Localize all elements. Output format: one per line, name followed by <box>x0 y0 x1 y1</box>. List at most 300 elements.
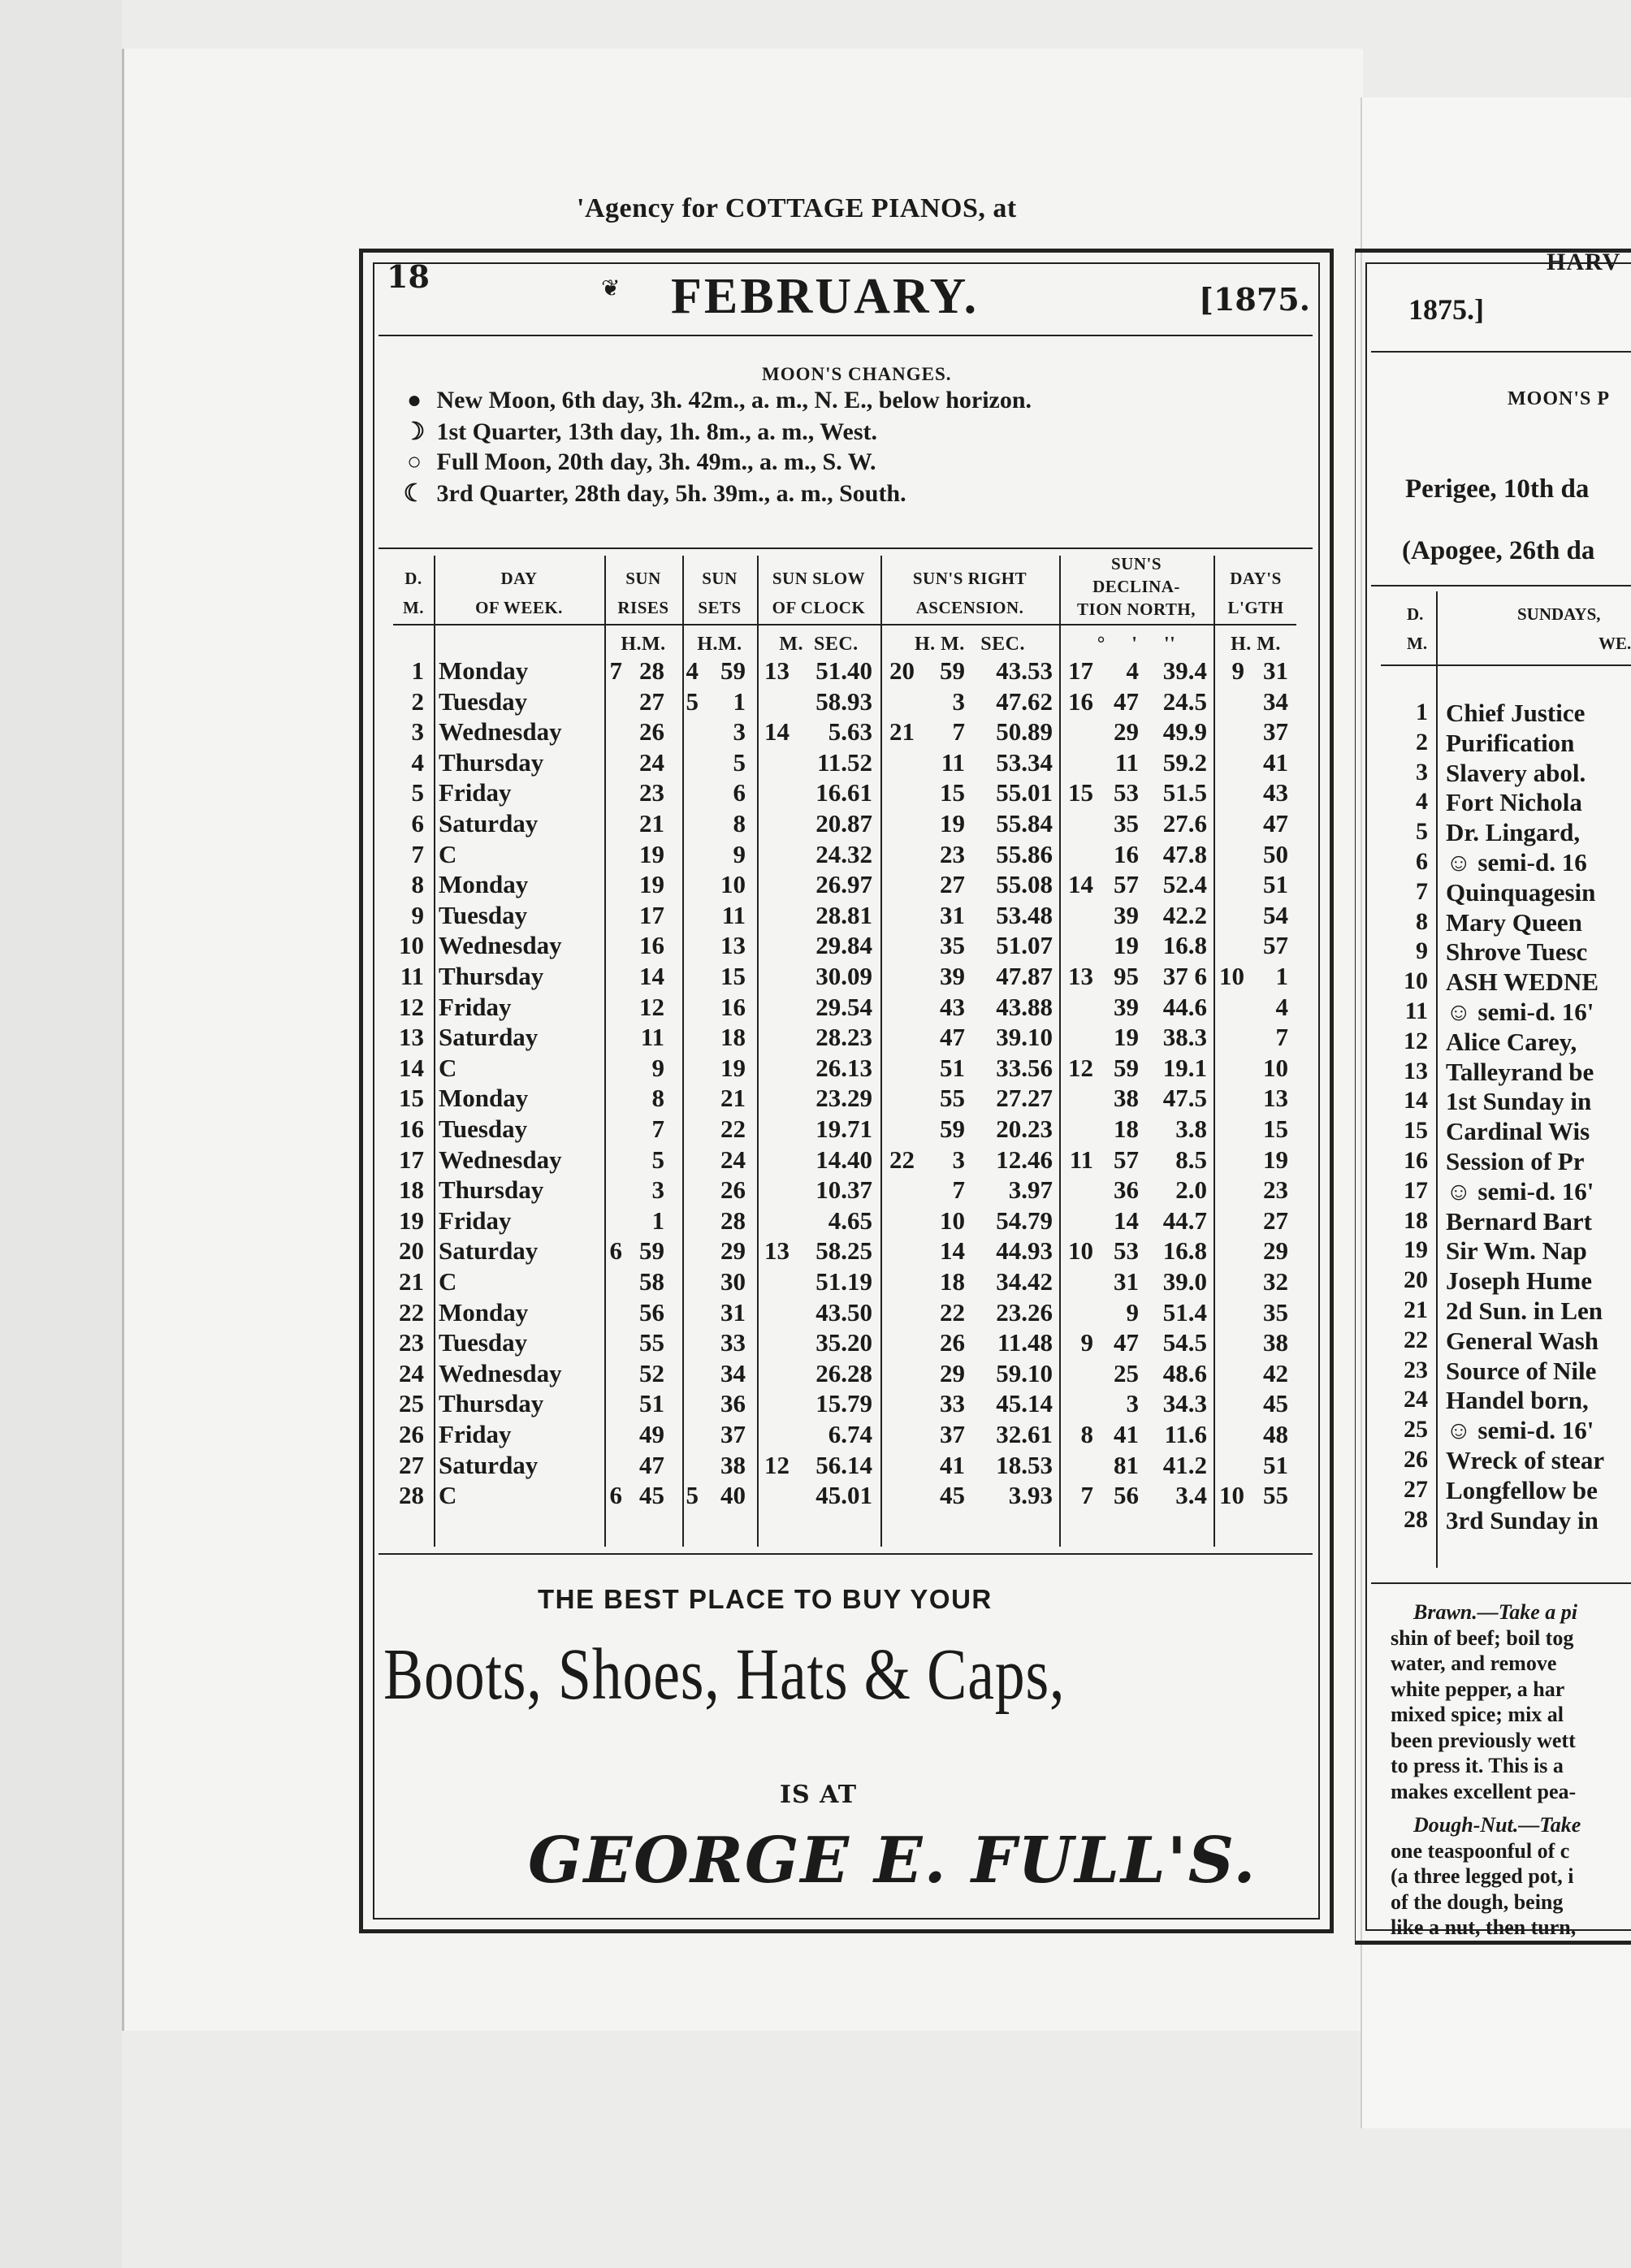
day-length-minute: 38 <box>1263 1328 1288 1357</box>
right-day-of-month: 1 <box>1416 699 1428 725</box>
table-top-rule <box>379 548 1313 549</box>
right-table-top-rule <box>1371 585 1631 586</box>
day-length-hour: 9 <box>1231 656 1244 685</box>
right-event-text: Talleyrand be <box>1446 1057 1594 1086</box>
right-day-of-month: 9 <box>1416 937 1428 965</box>
table-bottom-rule <box>379 1553 1313 1555</box>
sun-slow-seconds: 45.01 <box>816 1481 872 1510</box>
sun-sets-minute: 31 <box>720 1297 746 1327</box>
declination-minutes: 39 <box>1114 900 1139 929</box>
day-length-minute: 51 <box>1263 870 1288 899</box>
right-day-of-month: 14 <box>1404 1087 1428 1115</box>
right-ascension-minute: 27 <box>940 870 965 899</box>
sun-slow-seconds: 56.14 <box>816 1450 872 1479</box>
declination-minutes: 31 <box>1114 1267 1139 1296</box>
right-perigee: Perigee, 10th da <box>1405 474 1590 504</box>
sun-sets-minute: 5 <box>733 747 746 777</box>
day-length-minute: 43 <box>1263 778 1288 807</box>
day-length-minute: 45 <box>1263 1389 1288 1418</box>
declination-degrees: 15 <box>1068 778 1093 807</box>
right-ascension-minute: 22 <box>940 1297 965 1327</box>
right-header-d: D. <box>1407 604 1424 624</box>
right-ascension-minute: 45 <box>940 1481 965 1510</box>
right-ascension-minute: 11 <box>941 747 965 777</box>
sun-sets-minute: 33 <box>720 1328 746 1357</box>
right-ascension-seconds: 39.10 <box>996 1023 1053 1052</box>
day-of-month: 3 <box>411 717 424 747</box>
declination-minutes: 36 <box>1114 1175 1139 1205</box>
sun-rises-minute: 11 <box>640 1023 664 1052</box>
declination-seconds: 19.1 <box>1162 1053 1207 1082</box>
sun-sets-minute: 18 <box>720 1023 746 1052</box>
day-of-month: 21 <box>399 1267 424 1296</box>
sun-slow-seconds: 6.74 <box>828 1420 872 1448</box>
declination-degrees: 8 <box>1080 1420 1093 1448</box>
day-length-minute: 32 <box>1263 1267 1288 1296</box>
right-ascension-minute: 59 <box>940 656 965 685</box>
right-ascension-seconds: 34.42 <box>996 1267 1053 1296</box>
right-event-text: Joseph Hume <box>1446 1266 1592 1296</box>
column-header-length <box>1214 564 1298 622</box>
day-of-month: 5 <box>411 778 424 807</box>
sun-rises-minute: 8 <box>651 1084 664 1113</box>
right-day-of-month: 5 <box>1416 818 1428 846</box>
declination-seconds: 16.8 <box>1162 931 1207 960</box>
ad-tagline: THE BEST PLACE TO BUY YOUR <box>538 1584 993 1614</box>
right-header-d: M. <box>1407 634 1428 653</box>
sun-rises-minute: 55 <box>639 1328 664 1357</box>
declination-degrees: 7 <box>1080 1481 1093 1510</box>
sun-sets-minute: 3 <box>733 717 746 747</box>
sun-slow-seconds: 35.20 <box>816 1328 872 1357</box>
declination-minutes: 35 <box>1114 809 1139 838</box>
sun-rises-minute: 17 <box>639 900 664 929</box>
subheader-slow: M. SEC. <box>779 634 859 655</box>
sun-rises-minute: 12 <box>639 992 664 1021</box>
sun-sets-minute: 8 <box>733 809 746 838</box>
moon-change-line <box>398 387 1032 414</box>
day-length-minute: 19 <box>1263 1145 1288 1174</box>
declination-minutes: 56 <box>1114 1481 1139 1510</box>
sun-slow-seconds: 5.63 <box>828 717 872 747</box>
declination-minutes: 47 <box>1114 1328 1139 1357</box>
day-of-month: 24 <box>399 1358 424 1387</box>
page-number: 18 <box>387 258 430 295</box>
sun-rises-minute: 19 <box>639 839 664 868</box>
day-of-week: Wednesday <box>439 1358 562 1387</box>
day-length-minute: 41 <box>1263 747 1288 777</box>
sun-slow-seconds: 15.79 <box>816 1389 872 1418</box>
sun-rises-minute: 27 <box>639 686 664 716</box>
header-line: DAY <box>500 569 538 588</box>
declination-seconds: 24.5 <box>1162 686 1207 716</box>
right-ascension-seconds: 59.10 <box>996 1358 1053 1387</box>
right-day-of-month: 2 <box>1416 728 1428 755</box>
declination-seconds: 2.0 <box>1175 1175 1207 1205</box>
declination-degrees: 12 <box>1068 1053 1093 1082</box>
day-length-minute: 1 <box>1275 962 1288 990</box>
right-ascension-seconds: 54.79 <box>996 1205 1053 1235</box>
right-event-text: Handel born, <box>1446 1386 1589 1415</box>
declination-seconds: 51.4 <box>1162 1297 1207 1327</box>
right-day-of-month: 11 <box>1404 998 1428 1024</box>
declination-seconds: 44.6 <box>1162 992 1207 1021</box>
sun-rises-minute: 52 <box>639 1358 664 1387</box>
header-line: SUN SLOW <box>772 569 866 588</box>
column-header-sets <box>682 564 757 622</box>
declination-minutes: 4 <box>1126 656 1139 685</box>
right-ascension-minute: 51 <box>940 1053 965 1082</box>
right-table-bottom-rule <box>1371 1582 1631 1584</box>
right-ascension-minute: 23 <box>940 839 965 868</box>
sun-rises-minute: 16 <box>639 931 664 960</box>
declination-minutes: 81 <box>1114 1450 1139 1479</box>
day-length-minute: 55 <box>1263 1481 1288 1510</box>
sun-sets-minute: 37 <box>720 1420 746 1448</box>
right-event-text: 1st Sunday in <box>1446 1087 1592 1116</box>
right-day-of-month: 7 <box>1416 877 1428 905</box>
right-day-of-month: 21 <box>1404 1296 1428 1323</box>
day-of-week: Wednesday <box>439 1145 562 1174</box>
right-event-text: Wreck of stear <box>1446 1446 1605 1474</box>
sun-rises-minute: 58 <box>639 1267 664 1296</box>
subheader-rises: H.M. <box>621 634 666 655</box>
column-divider <box>1214 556 1215 1547</box>
day-length-minute: 35 <box>1263 1297 1288 1327</box>
right-event-text: Fort Nichola <box>1446 788 1582 817</box>
day-of-month: 15 <box>399 1084 424 1113</box>
declination-seconds: 44.7 <box>1162 1205 1207 1235</box>
column-header-day <box>434 564 604 622</box>
declination-minutes: 18 <box>1114 1115 1139 1143</box>
right-note-line: like a nut, then turn, <box>1391 1915 1577 1939</box>
declination-minutes: 19 <box>1114 931 1139 960</box>
declination-minutes: 25 <box>1114 1358 1139 1387</box>
declination-degrees: 13 <box>1068 962 1093 990</box>
right-note-line: white pepper, a har <box>1391 1677 1565 1701</box>
sun-rises-minute: 49 <box>639 1420 664 1448</box>
ornament-icon: ❦ <box>601 275 621 301</box>
right-day-of-month: 24 <box>1404 1386 1428 1413</box>
right-ascension-seconds: 3.93 <box>1008 1481 1053 1510</box>
day-of-month: 19 <box>399 1205 424 1235</box>
header-line: M. <box>402 598 425 617</box>
right-event-text: Dr. Lingard, <box>1446 818 1581 847</box>
column-header-decl <box>1059 552 1214 621</box>
day-of-month: 16 <box>399 1115 424 1143</box>
day-length-minute: 15 <box>1263 1115 1288 1143</box>
day-length-minute: 27 <box>1263 1205 1288 1235</box>
right-ascension-minute: 3 <box>952 686 965 716</box>
right-apogee: (Apogee, 26th da <box>1402 536 1595 565</box>
right-header-rule <box>1381 664 1631 666</box>
right-ascension-minute: 55 <box>940 1084 965 1113</box>
sun-rises-minute: 56 <box>639 1297 664 1327</box>
sun-rises-minute: 9 <box>651 1053 664 1082</box>
right-day-of-month: 12 <box>1404 1027 1428 1054</box>
right-ascension-minute: 33 <box>940 1389 965 1418</box>
right-event-text: Mary Queen <box>1446 907 1582 937</box>
right-ascension-seconds: 43.88 <box>996 992 1053 1021</box>
month-title: FEBRUARY. <box>671 269 980 324</box>
column-divider <box>604 556 606 1547</box>
year-label: [1875. <box>1199 281 1310 318</box>
sun-sets-minute: 16 <box>720 992 746 1021</box>
right-ascension-seconds: 55.08 <box>996 870 1053 899</box>
day-of-month: 23 <box>399 1328 424 1357</box>
header-line: L'GTH <box>1227 598 1284 617</box>
day-of-week: Thursday <box>439 1389 544 1418</box>
right-ascension-seconds: 53.34 <box>996 747 1053 777</box>
right-column-divider <box>1436 591 1438 1568</box>
day-of-month: 14 <box>399 1053 424 1082</box>
day-length-minute: 31 <box>1263 656 1288 685</box>
right-event-text: Session of Pr <box>1446 1147 1585 1175</box>
day-of-month: 11 <box>400 962 424 990</box>
subheader-length: H. M. <box>1231 634 1281 655</box>
sun-slow-seconds: 20.87 <box>816 809 872 838</box>
right-note-line: makes excellent pea- <box>1391 1779 1577 1803</box>
right-event-text: ASH WEDNE <box>1446 967 1599 997</box>
right-ascension-seconds: 43.53 <box>996 656 1053 685</box>
sun-slow-seconds: 58.25 <box>816 1236 872 1266</box>
day-length-minute: 42 <box>1263 1358 1288 1387</box>
day-of-week: Saturday <box>439 809 539 838</box>
sun-rises-minute: 1 <box>651 1205 664 1235</box>
ad-merchant-name: GEORGE E. FULL'S. <box>528 1824 1257 1898</box>
right-ascension-seconds: 45.14 <box>996 1389 1053 1418</box>
sun-slow-seconds: 51.19 <box>816 1267 872 1296</box>
day-length-minute: 4 <box>1275 992 1288 1021</box>
right-note-line: Brawn.—Take a pi <box>1413 1600 1578 1624</box>
day-of-week: Wednesday <box>439 931 562 960</box>
header-line: DAY'S <box>1230 569 1282 588</box>
declination-degrees: 16 <box>1068 686 1093 716</box>
right-event-text: Slavery abol. <box>1446 758 1586 787</box>
sun-slow-seconds: 10.37 <box>816 1175 872 1205</box>
day-of-month: 25 <box>399 1389 424 1418</box>
sun-sets-minute: 38 <box>720 1450 746 1479</box>
day-of-week: Wednesday <box>439 717 562 747</box>
right-header-we: WE. <box>1599 634 1631 653</box>
right-ascension-minute: 18 <box>940 1267 965 1296</box>
sun-rises-hour: 6 <box>609 1481 622 1510</box>
right-note-line: water, and remove <box>1391 1651 1557 1675</box>
declination-seconds: 38.3 <box>1162 1023 1207 1052</box>
sun-sets-minute: 29 <box>720 1236 746 1266</box>
right-day-of-month: 15 <box>1404 1117 1428 1145</box>
right-event-text: 2d Sun. in Len <box>1446 1296 1603 1325</box>
declination-minutes: 95 <box>1114 962 1139 990</box>
sun-slow-seconds: 28.23 <box>816 1023 872 1052</box>
sun-slow-seconds: 26.28 <box>816 1358 872 1387</box>
right-day-of-month: 20 <box>1404 1266 1428 1294</box>
sun-rises-hour: 6 <box>609 1236 622 1266</box>
right-ascension-seconds: 47.87 <box>996 962 1053 990</box>
sun-rises-hour: 7 <box>609 656 622 685</box>
day-length-minute: 10 <box>1263 1053 1288 1082</box>
right-day-of-month: 6 <box>1416 848 1428 875</box>
declination-minutes: 29 <box>1114 717 1139 747</box>
header-line: D. <box>405 569 422 588</box>
declination-seconds: 39.0 <box>1162 1267 1207 1296</box>
right-note-line: of the dough, being <box>1391 1889 1564 1914</box>
day-of-month: 26 <box>399 1420 424 1448</box>
day-length-minute: 50 <box>1263 839 1288 868</box>
right-day-of-month: 19 <box>1404 1236 1428 1264</box>
sun-slow-seconds: 29.54 <box>816 992 872 1021</box>
sun-sets-minute: 15 <box>720 962 746 990</box>
declination-minutes: 53 <box>1114 1236 1139 1266</box>
declination-minutes: 9 <box>1126 1297 1139 1327</box>
day-of-week: C <box>439 1481 457 1510</box>
sun-sets-minute: 24 <box>720 1145 746 1174</box>
column-divider <box>434 556 435 1547</box>
declination-seconds: 11.6 <box>1164 1420 1207 1448</box>
day-of-week: Saturday <box>439 1450 539 1479</box>
right-note-line: been previously wett <box>1391 1728 1576 1752</box>
right-ascension-seconds: 20.23 <box>996 1115 1053 1143</box>
sun-slow-minutes: 12 <box>764 1450 790 1479</box>
moon-change-text: New Moon, 6th day, 3h. 42m., a. m., N. E., below horizon. <box>430 387 1032 413</box>
right-day-of-month: 17 <box>1404 1176 1428 1204</box>
day-of-week: Friday <box>439 1420 512 1448</box>
declination-minutes: 39 <box>1114 992 1139 1021</box>
sun-rises-minute: 51 <box>639 1389 664 1418</box>
right-day-of-month: 3 <box>1416 758 1428 786</box>
right-ascension-seconds: 55.86 <box>996 839 1053 868</box>
right-note-line: mixed spice; mix al <box>1391 1703 1564 1726</box>
right-event-text: ☺ semi-d. 16' <box>1446 998 1594 1026</box>
day-of-month: 4 <box>411 747 424 777</box>
header-line: OF WEEK. <box>475 598 563 617</box>
right-ascension-seconds: 55.01 <box>996 778 1053 807</box>
sun-slow-seconds: 28.81 <box>816 900 872 929</box>
day-of-week: Friday <box>439 778 512 807</box>
day-of-week: Tuesday <box>439 1115 528 1143</box>
header-line: OF CLOCK <box>772 598 866 617</box>
day-length-minute: 37 <box>1263 717 1288 747</box>
sun-slow-seconds: 30.09 <box>816 962 872 990</box>
sun-sets-hour: 4 <box>686 656 699 685</box>
declination-minutes: 19 <box>1114 1023 1139 1052</box>
sun-slow-seconds: 19.71 <box>816 1115 872 1143</box>
day-of-week: Saturday <box>439 1236 539 1266</box>
day-length-minute: 23 <box>1263 1175 1288 1205</box>
declination-seconds: 48.6 <box>1162 1358 1207 1387</box>
right-ascension-seconds: 53.48 <box>996 900 1053 929</box>
right-event-text: Chief Justice <box>1446 699 1586 727</box>
moon-phase-icon: ○ <box>406 448 422 475</box>
moon-change-text: 1st Quarter, 13th day, 1h. 8m., a. m., West. <box>430 418 878 445</box>
right-ascension-seconds: 3.97 <box>1008 1175 1053 1205</box>
declination-seconds: 8.5 <box>1175 1145 1207 1174</box>
sun-sets-minute: 19 <box>720 1053 746 1082</box>
right-event-text: Purification <box>1446 728 1575 757</box>
day-of-week: Thursday <box>439 962 544 990</box>
right-ascension-minute: 39 <box>940 962 965 990</box>
day-of-week: Monday <box>439 656 529 685</box>
right-day-of-month: 25 <box>1404 1416 1428 1443</box>
right-header-sundays: SUNDAYS, <box>1517 604 1601 624</box>
sun-sets-minute: 30 <box>720 1267 746 1296</box>
day-of-week: Friday <box>439 992 512 1021</box>
moon-phase-icon: ☽ <box>403 418 426 445</box>
right-ascension-minute: 19 <box>940 809 965 838</box>
scan-margin <box>0 0 122 2268</box>
right-ascension-minute: 31 <box>940 900 965 929</box>
right-event-text: 3rd Sunday in <box>1446 1505 1599 1534</box>
day-length-minute: 47 <box>1263 809 1288 838</box>
header-line: SUN'S RIGHT <box>912 569 1027 588</box>
declination-seconds: 37 6 <box>1162 962 1207 990</box>
day-of-month: 9 <box>411 900 424 929</box>
right-ascension-seconds: 18.53 <box>996 1450 1053 1479</box>
right-ascension-minute: 37 <box>940 1420 965 1448</box>
declination-minutes: 59 <box>1114 1053 1139 1082</box>
right-ascension-minute: 47 <box>940 1023 965 1052</box>
day-of-week: Tuesday <box>439 900 528 929</box>
right-event-text: ☺ semi-d. 16' <box>1446 1176 1594 1205</box>
right-year-label: 1875.] <box>1408 293 1484 326</box>
ad-is-at: IS AT <box>780 1781 858 1809</box>
right-ascension-seconds: 47.62 <box>996 686 1053 716</box>
right-ascension-seconds: 11.48 <box>997 1328 1053 1357</box>
right-day-of-month: 10 <box>1404 967 1428 995</box>
day-length-minute: 7 <box>1275 1023 1288 1052</box>
right-day-of-month: 16 <box>1404 1147 1428 1174</box>
moon-change-text: Full Moon, 20th day, 3h. 49m., a. m., S. W. <box>430 448 876 475</box>
right-event-text: Alice Carey, <box>1446 1027 1577 1056</box>
column-header-slow <box>757 564 880 622</box>
sun-slow-seconds: 24.32 <box>816 839 872 868</box>
title-rule <box>379 335 1313 336</box>
declination-seconds: 59.2 <box>1162 747 1207 777</box>
sun-sets-minute: 11 <box>721 900 746 929</box>
day-of-week: Monday <box>439 870 529 899</box>
right-day-of-month: 28 <box>1404 1505 1428 1533</box>
moon-change-line <box>398 418 877 446</box>
sun-sets-minute: 26 <box>720 1175 746 1205</box>
moon-change-line <box>398 479 906 508</box>
right-ascension-minute: 14 <box>940 1236 965 1266</box>
day-of-month: 22 <box>399 1297 424 1327</box>
sun-sets-minute: 22 <box>720 1115 746 1143</box>
sun-sets-minute: 36 <box>720 1389 746 1418</box>
declination-seconds: 16.8 <box>1162 1236 1207 1266</box>
right-day-of-month: 18 <box>1404 1206 1428 1234</box>
right-event-text: General Wash <box>1446 1326 1599 1355</box>
right-day-of-month: 26 <box>1404 1446 1428 1473</box>
column-header-rises <box>604 564 682 622</box>
right-ascension-seconds: 50.89 <box>996 717 1053 747</box>
day-of-month: 1 <box>411 656 424 685</box>
right-event-text: Shrove Tuesc <box>1446 937 1588 967</box>
right-title-rule <box>1371 351 1631 353</box>
day-length-hour: 10 <box>1219 962 1244 990</box>
sun-rises-minute: 23 <box>639 778 664 807</box>
right-ascension-minute: 10 <box>940 1205 965 1235</box>
sun-slow-seconds: 43.50 <box>816 1297 872 1327</box>
sun-rises-minute: 24 <box>639 747 664 777</box>
declination-minutes: 47 <box>1114 686 1139 716</box>
header-line: ASCENSION. <box>915 598 1024 617</box>
declination-minutes: 16 <box>1114 839 1139 868</box>
sun-slow-seconds: 11.52 <box>816 747 872 777</box>
declination-minutes: 11 <box>1114 747 1139 777</box>
day-of-month: 20 <box>399 1236 424 1266</box>
sun-slow-seconds: 29.84 <box>816 931 872 960</box>
